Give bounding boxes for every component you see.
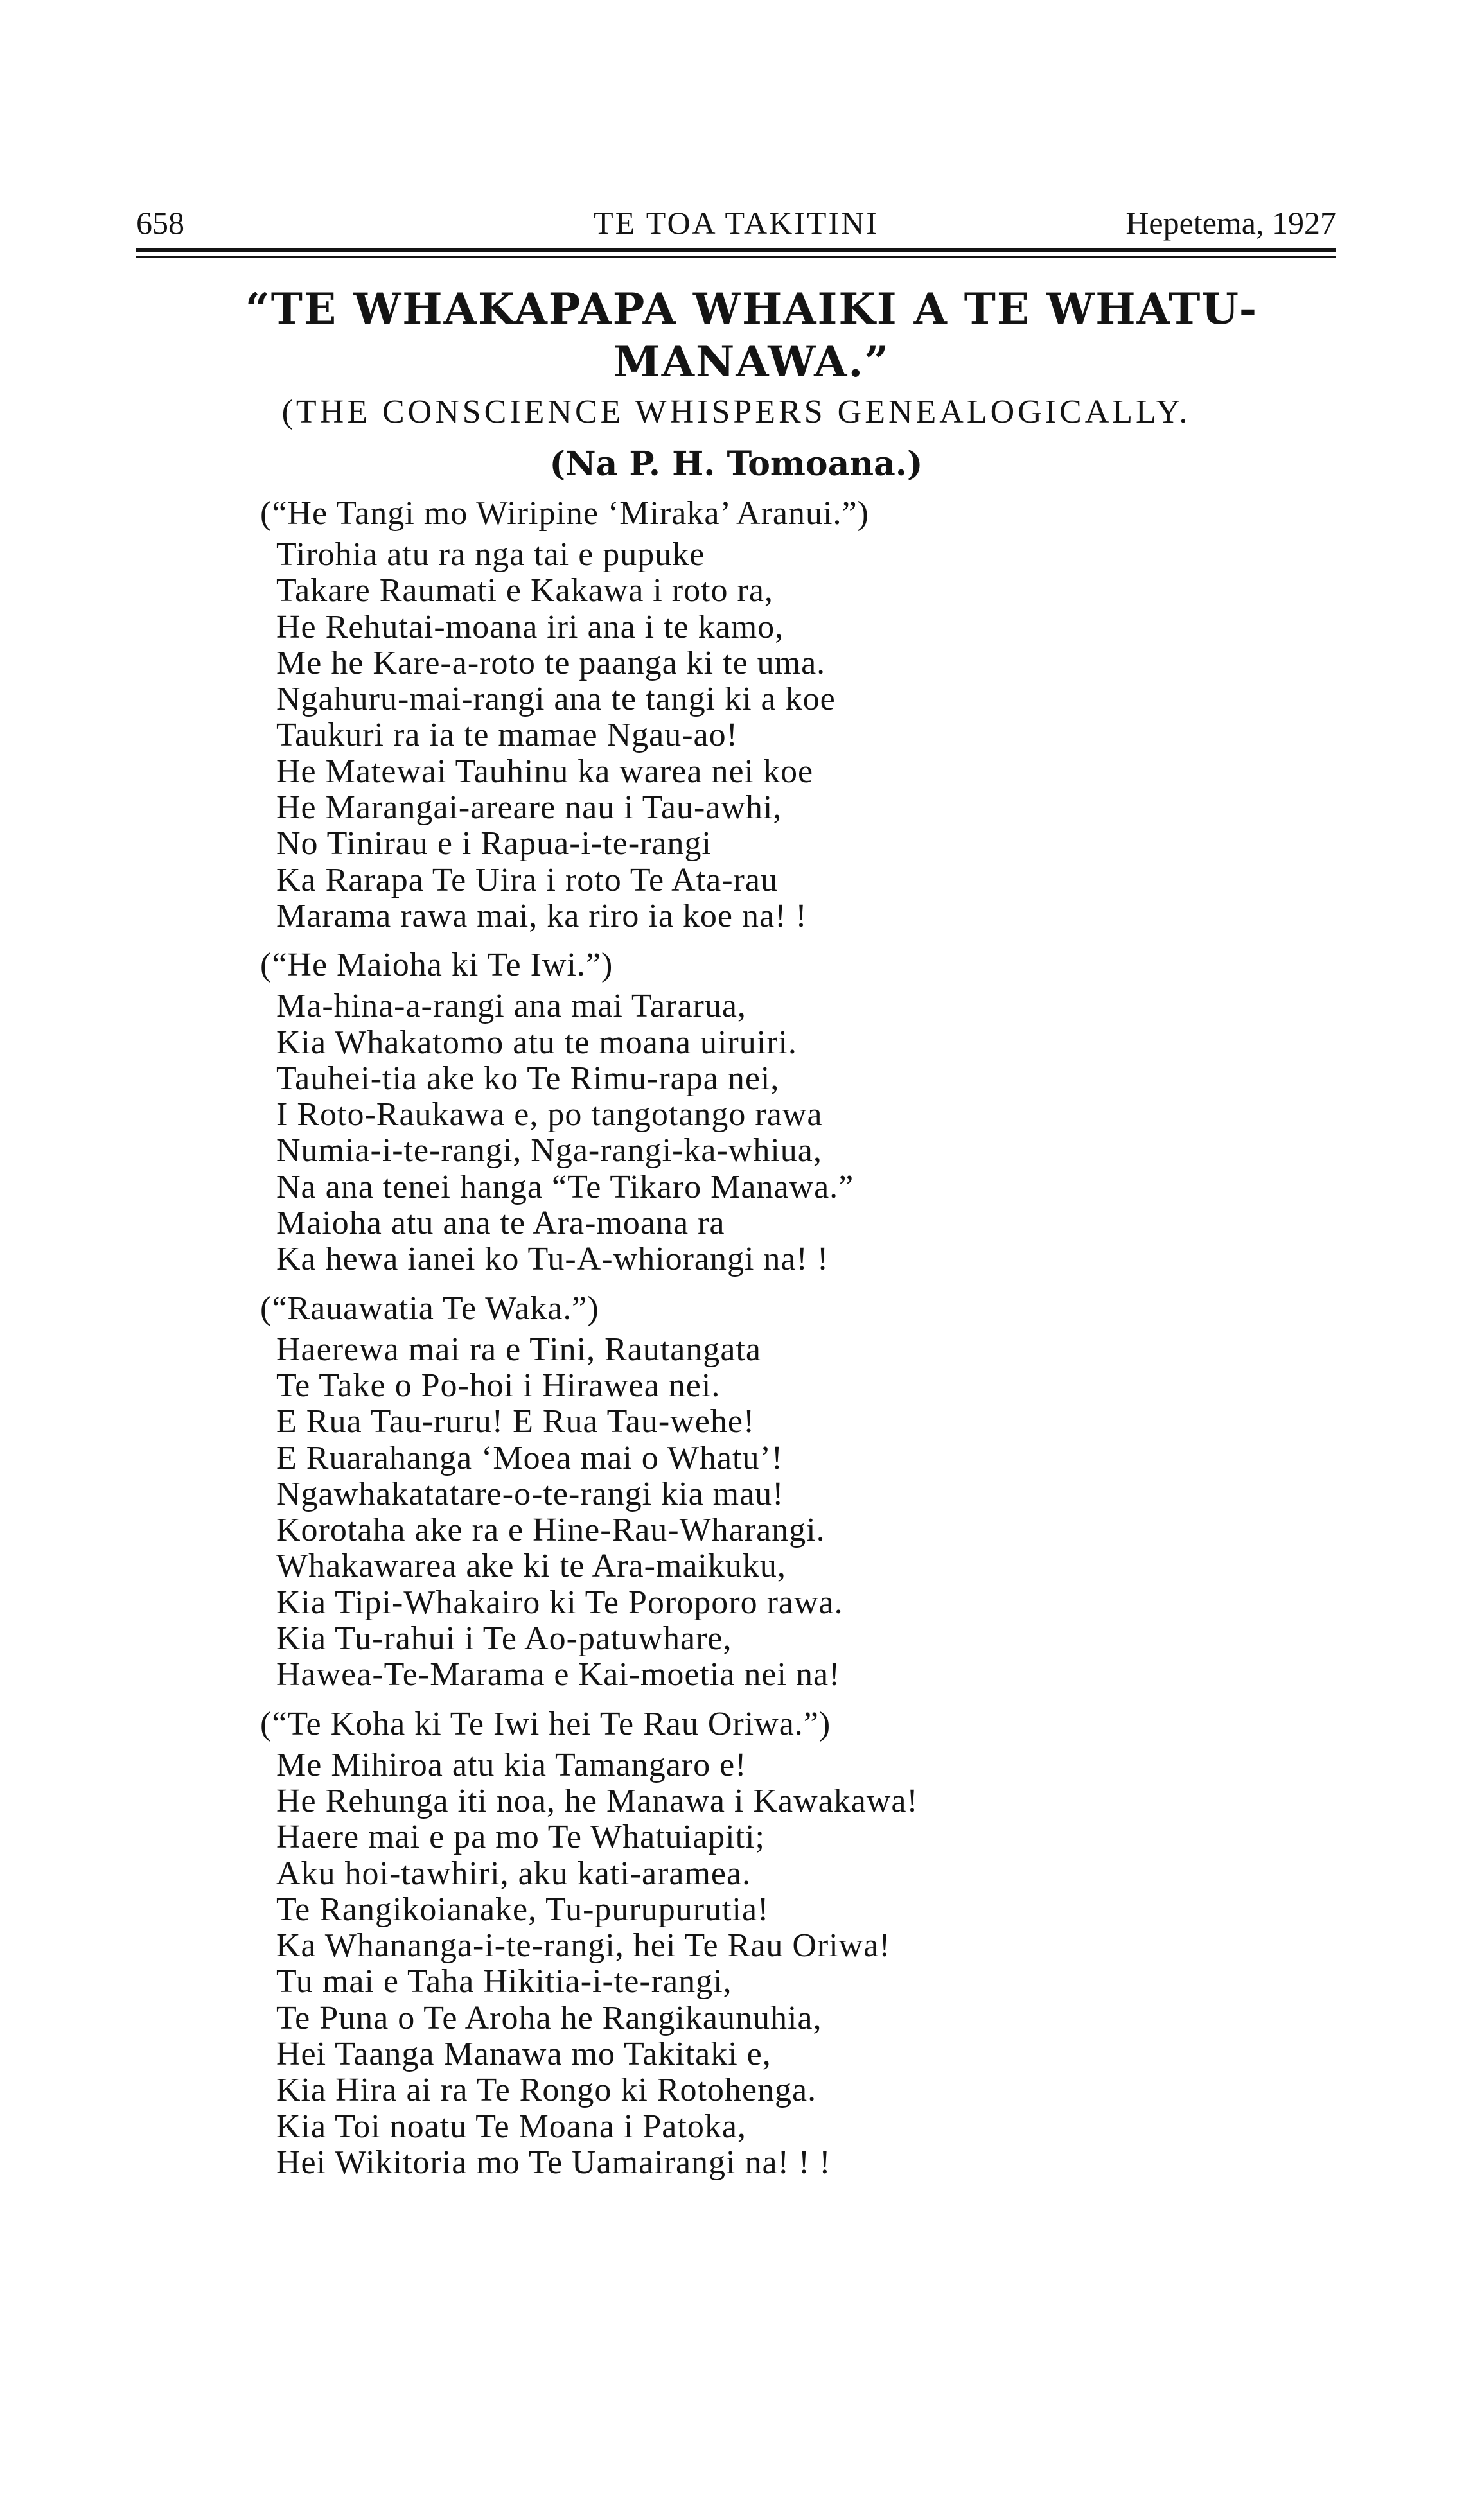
stanza-lines	[276, 1332, 1336, 1693]
verse-line: Te Take o Po-hoi i Hirawea nei.	[276, 1367, 721, 1404]
verse-line: Ma-hina-a-rangi ana mai Tararua,	[276, 988, 746, 1025]
poem-section	[260, 946, 1336, 1278]
article-title	[180, 283, 1323, 388]
verse-line: Whakawarea ake ki te Ara-maikuku,	[276, 1548, 786, 1585]
verse-line: Marama rawa mai, ka riro ia koe na! !	[276, 897, 807, 934]
verse-line: Maioha atu ana te Ara-moana ra	[276, 1205, 725, 1242]
stanza-lines	[276, 537, 1336, 934]
verse-line: Ngawhakatatare-o-te-rangi kia mau!	[276, 1475, 784, 1512]
verse-line: Tauhei-tia ake ko Te Rimu-rapa nei,	[276, 1060, 780, 1097]
verse-line: Kia Toi noatu Te Moana i Patoka,	[276, 2108, 746, 2145]
verse-line: Hei Taanga Manawa mo Takitaki e,	[276, 2035, 772, 2072]
page-number: 658	[136, 205, 184, 241]
verse-line: Hei Wikitoria mo Te Uamairangi na! ! !	[276, 2144, 831, 2181]
running-head	[136, 200, 1336, 245]
poem-body	[260, 494, 1336, 2192]
verse-line: Na ana tenei hanga “Te Tikaro Manawa.”	[276, 1168, 854, 1205]
verse-line: Numia-i-te-rangi, Nga-rangi-ka-whiua,	[276, 1132, 822, 1169]
verse-line: Taukuri ra ia te mamae Ngau-ao!	[276, 717, 738, 754]
header-rule-thin	[136, 256, 1336, 258]
verse-line: Te Rangikoianake, Tu-purupurutia!	[276, 1891, 770, 1928]
verse-line: Kia Tu-rahui i Te Ao-patuwhare,	[276, 1620, 732, 1658]
verse-line: He Rehutai-moana iri ana i te kamo,	[276, 608, 784, 645]
verse-line: Haere mai e pa mo Te Whatuiapiti;	[276, 1819, 765, 1856]
verse-line: E Ruarahanga ‘Moea mai o Whatu’!	[276, 1439, 784, 1476]
stanza-heading: (“He Tangi mo Wiripine ‘Miraka’ Aranui.”)	[260, 495, 869, 532]
verse-line: Te Puna o Te Aroha he Rangikaunuhia,	[276, 1999, 822, 2036]
verse-line: Ka Rarapa Te Uira i roto Te Ata-rau	[276, 861, 778, 898]
verse-line: Ngahuru-mai-rangi ana te tangi ki a koe	[276, 681, 836, 718]
verse-line: Haerewa mai ra e Tini, Rautangata	[276, 1331, 761, 1368]
poem-section	[260, 1705, 1336, 2182]
verse-line: Aku hoi-tawhiri, aku kati-aramea.	[276, 1855, 752, 1892]
verse-line: Ka Whananga-i-te-rangi, hei Te Rau Oriwa!	[276, 1927, 891, 1964]
verse-line: He Matewai Tauhinu ka warea nei koe	[276, 753, 814, 790]
verse-line: Hawea-Te-Marama e Kai-moetia nei na!	[276, 1656, 841, 1693]
header-rule-thick	[136, 248, 1336, 252]
stanza-heading: (“He Maioha ki Te Iwi.”)	[260, 947, 613, 984]
stanza-lines	[276, 1747, 1336, 2182]
poem-section	[260, 1290, 1336, 1693]
article-author: (Na P. H. Tomoana.)	[549, 444, 923, 484]
verse-line: Kia Whakatomo atu te moana uiruiri.	[276, 1024, 797, 1061]
verse-line: E Rua Tau-ruru! E Rua Tau-wehe!	[276, 1403, 755, 1440]
article-title-line-1: “TE WHAKAPAPA WHAIKI A TE WHATU-	[245, 284, 1258, 334]
stanza-heading: (“Te Koha ki Te Iwi hei Te Rau Oriwa.”)	[260, 1705, 831, 1742]
verse-line: Kia Hira ai ra Te Rongo ki Rotohenga.	[276, 2072, 817, 2109]
verse-line: Me he Kare-a-roto te paanga ki te uma.	[276, 644, 826, 681]
verse-line: He Marangai-areare nau i Tau-awhi,	[276, 789, 782, 827]
verse-line: No Tinirau e i Rapua-i-te-rangi	[276, 825, 712, 862]
verse-line: Takare Raumati e Kakawa i roto ra,	[276, 572, 773, 609]
verse-line: Tirohia atu ra nga tai e pupuke	[276, 536, 705, 573]
verse-line: I Roto-Raukawa e, po tangotango rawa	[276, 1096, 823, 1133]
verse-line: He Rehunga iti noa, he Manawa i Kawakawa!	[276, 1782, 919, 1819]
article-subtitle: (THE CONSCIENCE WHISPERS GENEALOGICALLY.	[281, 394, 1191, 430]
stanza-heading: (“Rauawatia Te Waka.”)	[260, 1290, 599, 1327]
verse-line: Kia Tipi-Whakairo ki Te Poroporo rawa.	[276, 1584, 843, 1621]
journal-title: TE TOA TAKITINI	[594, 205, 879, 241]
verse-line: Ka hewa ianei ko Tu-A-whiorangi na! !	[276, 1241, 829, 1278]
issue-date: Hepetema, 1927	[1125, 205, 1336, 241]
poem-section	[260, 494, 1336, 934]
verse-line: Korotaha ake ra e Hine-Rau-Wharangi.	[276, 1512, 825, 1549]
verse-line: Me Mihiroa atu kia Tamangaro e!	[276, 1746, 747, 1783]
stanza-lines	[276, 988, 1336, 1277]
verse-line: Tu mai e Taha Hikitia-i-te-rangi,	[276, 1963, 732, 2000]
article-title-line-2: MANAWA.”	[613, 337, 890, 387]
